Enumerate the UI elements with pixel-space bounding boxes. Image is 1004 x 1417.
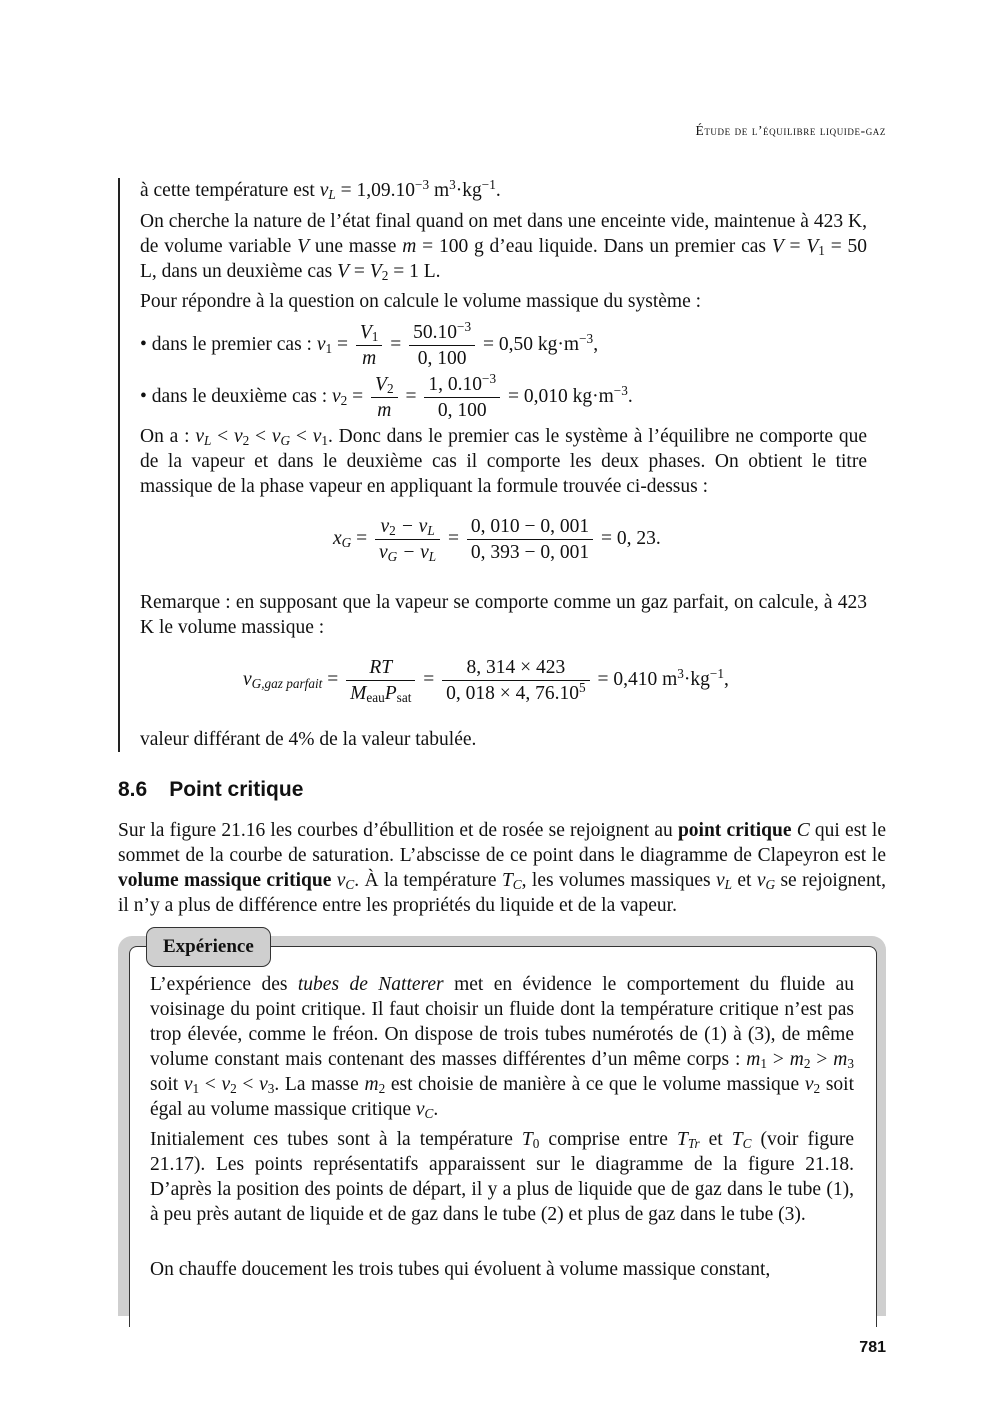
equation-vapour-fraction: $x_G$ = $\frac{v_2 - v_L}{v_G - v_L}$ = $\frac{0, 010 - 0, 001}{0, 393 - 0, 001}$ = 0, 23. xyxy=(333,516,661,565)
ideal-gas-remark: Remarque : en supposant que la vapeur se comporte comme un gaz parfait, on calcule, à 423 K le volume massique : xyxy=(140,592,867,638)
bullet-first-case: • dans le premier cas : $v_1$ = $\frac{V_1}{m}$ = $\frac{50.10^{-3}}{0, 100}$ = 0,50 $kg\cdot m^{-3}$, xyxy=(140,319,599,369)
method-sentence: Pour répondre à la question on calcule le volume massique du système : xyxy=(140,291,702,312)
equation-ideal-gas-volume: $v_{G,gaz parfait}$ = $\frac{RT}{M_{eau}P_{sat}}$ = $\frac{8, 314 \times 423}{0, 018 \times 4, 76.10^5}$ = 0,410 $m^3\cdot kg^{-1}$, xyxy=(243,657,729,706)
critical-point-paragraph: Sur la figure 21.16 les courbes d’ébullition et de rosée se rejoignent au point critique C qui est le sommet de la courbe de saturation. L’abscisse de ce point dans le diagramme de Clapeyron est le volume massique critique $v_C$. À la température $T_C$, les volumes massiques $v_L$ et $v_G$ se rejoignent, il n’y a plus de différence entre les propriétés du liquide et de la vapeur. xyxy=(118,820,887,916)
bullet-dot: • xyxy=(140,333,152,355)
fraction-rt-over-mp: $\frac{RT}{M_{eau}P_{sat}}$ xyxy=(346,655,415,706)
fraction-numeric-2: $\frac{1, 0.10^{-3}}{0, 100}$ xyxy=(424,372,500,423)
comparison-paragraph: On a : $v_L < v_2 < v_G < v_1$. Donc dans le premier cas le système à l’équilibre ne comporte que de la vapeur et dans le deuxième cas il comporte les deux phases. On obtient le titre massique de la phase vapeur en appliquant la formule trouvée ci-dessus : xyxy=(140,426,868,497)
problem-paragraph: On cherche la nature de l’état final quand on met dans une enceinte vide, maintenue à 423 K, de volume variable V une masse m = 100 g d’eau liquide. Dans un premier cas $V = V_1 = 50$ L, dans un deuxième cas $V = V_2 = 1$ L. xyxy=(140,211,867,284)
bullet-second-case: • dans le deuxième cas : $v_2$ = $\frac{V_2}{m}$ = $\frac{1, 0.10^{-3}}{0, 100}$ = 0,010 $kg\cdot m^{-3}$. xyxy=(140,371,633,421)
page-number: 781 xyxy=(859,1339,886,1356)
fraction-numeric-1: $\frac{50.10^{-3}}{0, 100}$ xyxy=(409,320,475,371)
fraction-v1-over-m: $\frac{V_1}{m}$ xyxy=(356,320,383,371)
deviation-sentence: valeur différant de 4% de la valeur tabulée. xyxy=(140,729,477,750)
fraction-ideal-gas-numeric: $\frac{8, 314 \times 423}{0, 018 \times 4, 76.10^5}$ xyxy=(442,655,590,706)
fraction-v2-over-m: $\frac{V_2}{m}$ xyxy=(371,372,398,423)
initial-state-paragraph: Initialement ces tubes sont à la température $T_0$ comprise entre $T_{Tr}$ et $T_C$ (voir figure 21.17). Les points représentatifs apparaissent sur le diagramme de la figure 21.18. D’après la position des points de départ, il y a plus de liquide que de gaz dans le tube (1), à peu près autant de liquide et de gaz dans le tube (2) et plus de gaz dans le tube (3). xyxy=(150,1129,855,1225)
running-head: Étude de l’équilibre liquide-gaz xyxy=(695,123,886,138)
fraction-xg-numeric: $\frac{0, 010 - 0, 001}{0, 393 - 0, 001}$ xyxy=(467,514,593,565)
section-heading: 8.6 Point critique xyxy=(118,778,304,801)
fraction-xg-symbolic: $\frac{v_2 - v_L}{v_G - v_L}$ xyxy=(375,514,440,565)
remark-margin-bar xyxy=(118,178,120,752)
heating-paragraph: On chauffe doucement les trois tubes qui évoluent à volume massique constant, xyxy=(150,1259,771,1280)
experience-box-label: Expérience xyxy=(146,927,271,967)
vl-value-line: à cette température est $v_L = 1,09.10^{-3}$ $m^3\cdot kg^{-1}$. xyxy=(140,177,501,203)
bullet-dot: • xyxy=(140,385,152,407)
natterer-paragraph: L’expérience des tubes de Natterer met en évidence le comportement du fluide au voisinage du point critique. Il faut choisir un fluide dont la température critique n’est pas trop élevée, comme le fréon. On dispose de trois tubes numérotés de (1) à (3), de même volume constant mais contenant des masses différentes d’un même corps : $m_1 > m_2 > m_3$ soit $v_1 < v_2 < v_3$. La masse $m_2$ est choisie de manière à ce que le volume massique $v_2$ soit égal au volume massique critique $v_C$. xyxy=(150,974,855,1122)
